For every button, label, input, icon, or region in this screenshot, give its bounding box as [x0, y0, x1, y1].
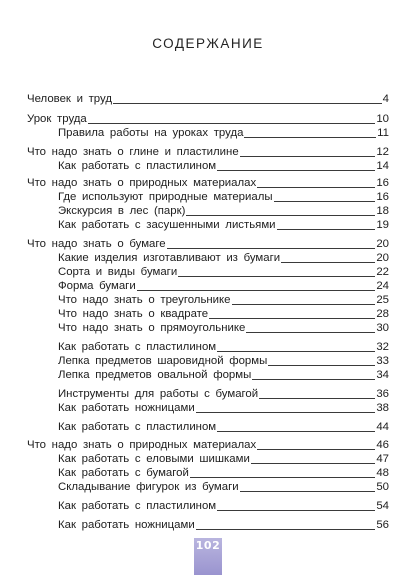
leader-line	[274, 201, 376, 202]
toc-entry-title: Форма бумаги	[58, 280, 136, 292]
toc-entry	[58, 465, 389, 480]
toc-entry	[58, 353, 389, 368]
toc-entry	[58, 217, 389, 232]
toc-entry-page: 50	[376, 481, 389, 493]
toc-entry-page: 56	[376, 519, 389, 531]
toc-entry-page: 10	[376, 113, 389, 125]
toc-entry-title: Урок труда	[27, 113, 87, 125]
toc-entry	[58, 479, 389, 494]
toc-entry-page: 12	[376, 146, 389, 158]
leader-line	[277, 229, 376, 230]
toc-entry-title: Что надо знать о прямоугольнике	[58, 322, 246, 334]
toc-entry-title: Что надо знать о природных материалах	[27, 177, 257, 189]
toc-entry-page: 36	[376, 388, 389, 400]
toc-entry	[58, 498, 389, 513]
toc-entry-title: Лепка предметов шаровидной формы	[58, 355, 268, 367]
leader-line	[257, 187, 375, 188]
toc-entry-title: Как работать ножницами	[58, 402, 195, 414]
toc-entry-title: Как работать ножницами	[58, 519, 195, 531]
toc-entry-page: 20	[376, 252, 389, 264]
page-number: 102	[195, 539, 221, 552]
toc-entry-title: Как работать с пластилином	[58, 160, 217, 172]
toc-entry	[58, 386, 389, 401]
toc-entry	[27, 91, 389, 106]
page-title: СОДЕРЖАНИЕ	[152, 36, 264, 51]
toc-entry-page: 14	[376, 160, 389, 172]
toc-entry-title: Что надо знать о квадрате	[58, 308, 209, 320]
toc-entry-title: Как работать с еловыми шишками	[58, 453, 250, 465]
toc-entry-title: Лепка предметов овальной формы	[58, 369, 252, 381]
toc-entry-page: 54	[376, 500, 389, 512]
leader-line	[240, 156, 376, 157]
leader-line	[217, 170, 375, 171]
toc-entry-page: 32	[376, 341, 389, 353]
toc-entry	[58, 320, 389, 335]
toc-entry	[58, 400, 389, 415]
toc-entry-title: Правила работы на уроках труда	[58, 127, 244, 139]
toc-entry-page: 4	[382, 93, 389, 105]
toc-entry-page: 28	[376, 308, 389, 320]
leader-line	[244, 137, 376, 138]
toc-entry	[58, 517, 389, 532]
leader-line	[190, 477, 375, 478]
leader-line	[257, 449, 375, 450]
toc-entry-page: 34	[376, 369, 389, 381]
toc-entry-title: Как работать с пластилином	[58, 500, 217, 512]
toc-entry	[58, 339, 389, 354]
toc-entry-title: Экскурсия в лес (парк)	[58, 205, 186, 217]
toc-entry-title: Какие изделия изготавливают из бумаги	[58, 252, 281, 264]
toc-entry	[58, 419, 389, 434]
toc-entry-page: 24	[376, 280, 389, 292]
leader-line	[217, 431, 375, 432]
toc-entry-title: Что надо знать о глине и пластилине	[27, 146, 239, 158]
toc-entry	[58, 203, 389, 218]
toc-entry-page: 22	[376, 266, 389, 278]
leader-line	[281, 262, 375, 263]
toc-entry-page: 47	[376, 453, 389, 465]
toc-entry	[58, 367, 389, 382]
toc-entry-title: Как работать с бумагой	[58, 467, 189, 479]
toc-entry-title: Складывание фигурок из бумаги	[58, 481, 239, 493]
toc-entry	[27, 111, 389, 126]
toc-entry-page: 25	[376, 294, 389, 306]
leader-line	[246, 332, 375, 333]
toc-entry	[58, 189, 389, 204]
toc-entry	[27, 144, 389, 159]
leader-line	[137, 290, 376, 291]
leader-line	[232, 304, 376, 305]
toc-entry-title: Как работать с пластилином	[58, 341, 217, 353]
leader-line	[217, 351, 375, 352]
toc-entry-page: 11	[377, 127, 389, 139]
leader-line	[167, 248, 376, 249]
toc-entry	[58, 250, 389, 265]
toc-entry-title: Как работать с засушенными листьями	[58, 219, 276, 231]
leader-line	[240, 491, 376, 492]
toc-entry	[58, 306, 389, 321]
leader-line	[186, 215, 375, 216]
toc-entry	[58, 292, 389, 307]
leader-line	[178, 276, 375, 277]
toc-entry-title: Где используют природные материалы	[58, 191, 273, 203]
toc-entry-page: 48	[376, 467, 389, 479]
toc-entry-page: 20	[376, 238, 389, 250]
leader-line	[268, 365, 375, 366]
toc-entry-title: Что надо знать о бумаге	[27, 238, 166, 250]
toc-entry-title: Сорта и виды бумаги	[58, 266, 178, 278]
toc-entry	[27, 236, 389, 251]
leader-line	[196, 529, 376, 530]
toc-entry	[58, 278, 389, 293]
toc-entry	[27, 437, 389, 452]
toc-entry-page: 18	[376, 205, 389, 217]
toc-entry-title: Человек и труд	[27, 93, 112, 105]
toc-entry-page: 16	[376, 177, 389, 189]
toc-entry	[58, 264, 389, 279]
toc-entry	[58, 125, 389, 140]
leader-line	[113, 103, 382, 104]
toc-entry-page: 16	[376, 191, 389, 203]
toc-entry	[58, 158, 389, 173]
leader-line	[88, 123, 376, 124]
toc-entry	[58, 451, 389, 466]
leader-line	[251, 463, 376, 464]
toc-entry-title: Что надо знать о треугольнике	[58, 294, 231, 306]
toc-entry-page: 19	[376, 219, 389, 231]
toc-entry-page: 46	[376, 439, 389, 451]
toc-entry-title: Как работать с пластилином	[58, 421, 217, 433]
page-number-tab	[194, 538, 222, 575]
leader-line	[259, 398, 375, 399]
toc-entry-page: 44	[376, 421, 389, 433]
toc-entry-page: 33	[376, 355, 389, 367]
toc-entry-page: 38	[376, 402, 389, 414]
leader-line	[209, 318, 375, 319]
leader-line	[196, 412, 376, 413]
toc-entry-page: 30	[376, 322, 389, 334]
toc-entry	[27, 175, 389, 190]
leader-line	[217, 510, 375, 511]
toc-entry-title: Что надо знать о природных материалах	[27, 439, 257, 451]
leader-line	[252, 379, 375, 380]
toc-entry-title: Инструменты для работы с бумагой	[58, 388, 259, 400]
